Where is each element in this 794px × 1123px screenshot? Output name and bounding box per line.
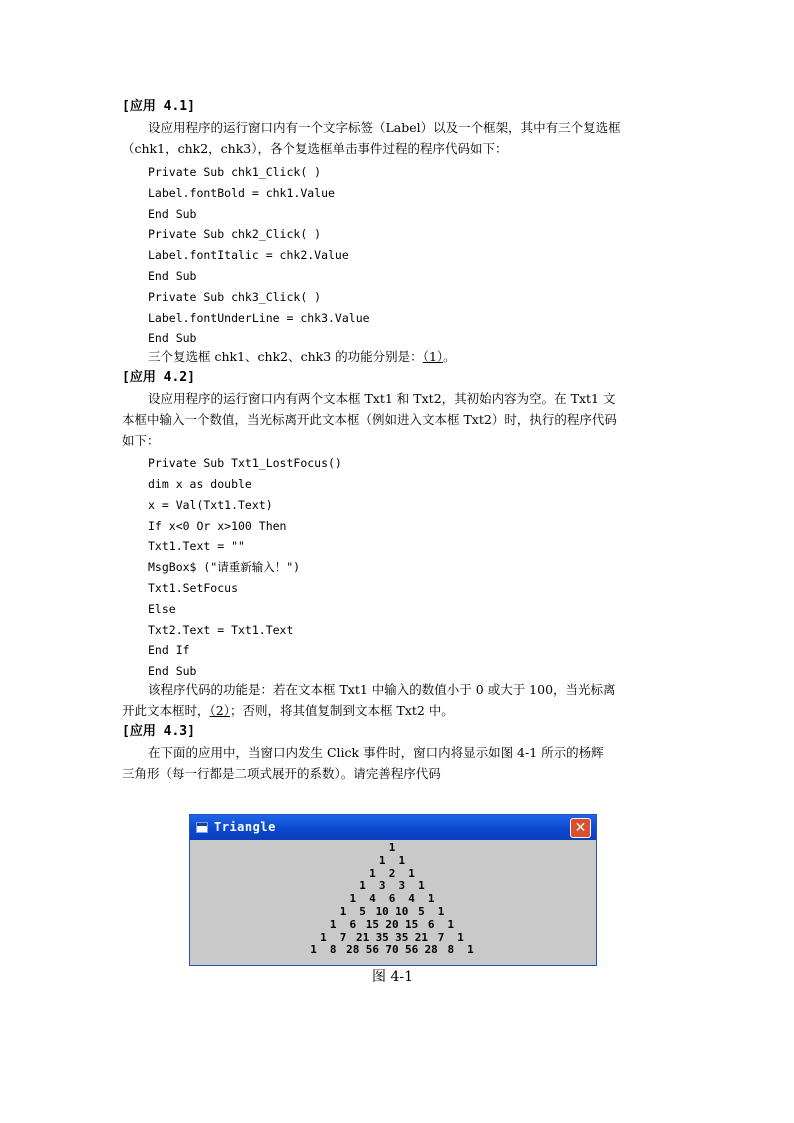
triangle-number: 28 xyxy=(346,943,360,957)
triangle-number: 8 xyxy=(329,943,337,957)
code-line: End Sub xyxy=(148,207,197,221)
window-titlebar[interactable] xyxy=(190,815,596,840)
question-text: 。 xyxy=(443,349,456,364)
triangle-number: 1 xyxy=(427,892,435,906)
triangle-number: 6 xyxy=(349,917,357,931)
answer-blank: （1） xyxy=(422,349,444,364)
triangle-number: 7 xyxy=(339,930,347,944)
triangle-number: 1 xyxy=(310,943,317,957)
triangle-number: 7 xyxy=(437,930,445,944)
code-line: Txt1.Text = "" xyxy=(148,539,245,553)
triangle-number: 1 xyxy=(418,879,425,893)
triangle-number: 1 xyxy=(437,905,445,918)
triangle-number: 35 xyxy=(395,930,409,944)
question-text: 三个复选框 chk1、chk2、chk3 的功能分别是： xyxy=(148,349,423,364)
code-line: Txt1.SetFocus xyxy=(148,581,239,595)
triangle-number: 6 xyxy=(427,917,435,931)
triangle-number: 1 xyxy=(447,917,455,931)
code-line: End Sub xyxy=(148,269,197,283)
triangle-number: 28 xyxy=(424,943,438,957)
code-line: Txt2.Text = Txt1.Text xyxy=(148,623,294,637)
paragraph-line: 本框中输入一个数值，当光标离开此文本框（例如进入文本框 Txt2）时，执行的程序代码 xyxy=(122,412,617,427)
triangle-number: 21 xyxy=(414,930,429,944)
code-line: Private Sub chk2_Click( ) xyxy=(148,227,322,241)
code-line: End Sub xyxy=(148,331,197,345)
triangle-number: 1 xyxy=(349,892,357,906)
question-line: 该程序代码的功能是：若在文本框 Txt1 中输入的数值小于 0 或大于 100，当光标离 xyxy=(148,682,616,697)
code-line: If x<0 Or x>100 Then xyxy=(148,519,287,533)
triangle-number: 1 xyxy=(369,866,376,880)
triangle-number: 4 xyxy=(369,892,376,906)
close-icon: ✕ xyxy=(574,820,587,836)
question-text: ；否则，将其值复制到文本框 Txt2 中。 xyxy=(229,703,454,718)
code-line: Label.fontUnderLine = chk3.Value xyxy=(148,311,370,325)
triangle-number: 35 xyxy=(375,930,389,944)
triangle-number: 1 xyxy=(457,930,464,944)
triangle-number: 5 xyxy=(418,905,425,918)
question-line xyxy=(148,349,456,365)
code-line: x = Val(Txt1.Text) xyxy=(148,498,273,512)
triangle-number: 1 xyxy=(359,879,366,893)
triangle-number: 2 xyxy=(388,866,396,880)
question-text: 开此文本框时， xyxy=(122,703,210,718)
code-line: Label.fontBold = chk1.Value xyxy=(148,186,335,200)
code-line: Private Sub chk1_Click( ) xyxy=(148,165,322,179)
section-heading: [应用 4.3] xyxy=(122,724,195,739)
code-line: Private Sub Txt1_LostFocus() xyxy=(148,456,342,470)
figure-caption: 图 4-1 xyxy=(372,969,413,985)
paragraph-line: 设应用程序的运行窗口内有一个文字标签（Label）以及一个框架，其中有三个复选框 xyxy=(148,120,621,135)
triangle-number: 1 xyxy=(339,905,347,918)
triangle-number: 1 xyxy=(408,866,415,880)
triangle-number: 70 xyxy=(385,943,399,957)
triangle-number: 1 xyxy=(388,841,396,854)
code-line: End Sub xyxy=(148,664,197,678)
code-line: Label.fontItalic = chk2.Value xyxy=(148,248,349,262)
triangle-number: 56 xyxy=(365,943,380,957)
section-heading: [应用 4.1] xyxy=(122,99,195,114)
paragraph-line: （chk1，chk2，chk3），各个复选框单击事件过程的程序代码如下： xyxy=(122,141,508,156)
code-line: dim x as double xyxy=(148,477,252,491)
triangle-number: 20 xyxy=(385,917,399,931)
paragraph-line: 如下： xyxy=(122,433,160,448)
triangle-number: 1 xyxy=(329,917,337,931)
triangle-number: 56 xyxy=(404,943,419,957)
section-heading: [应用 4.2] xyxy=(122,370,195,385)
triangle-number: 15 xyxy=(365,917,380,931)
answer-blank: （2） xyxy=(209,703,230,718)
paragraph-line: 三角形（每一行都是二项式展开的系数）。请完善程序代码 xyxy=(122,766,441,781)
triangle-number: 10 xyxy=(395,905,409,918)
triangle-number: 3 xyxy=(398,879,406,893)
paragraph-line: 设应用程序的运行窗口内有两个文本框 Txt1 和 Txt2，其初始内容为空。在 Txt1 文 xyxy=(148,391,616,406)
window-client-area xyxy=(193,840,593,962)
code-line: End If xyxy=(148,643,190,657)
triangle-number: 10 xyxy=(375,905,389,918)
triangle-number: 15 xyxy=(404,917,419,931)
triangle-number: 5 xyxy=(359,905,366,918)
triangle-window xyxy=(189,814,597,966)
triangle-number: 21 xyxy=(355,930,370,944)
window-title: Triangle xyxy=(214,820,276,834)
triangle-number: 1 xyxy=(378,853,386,867)
triangle-number: 4 xyxy=(408,892,415,906)
triangle-number: 8 xyxy=(447,943,455,957)
question-line xyxy=(122,703,454,719)
triangle-number: 6 xyxy=(388,892,396,906)
code-line: Else xyxy=(148,602,176,616)
code-line: Private Sub chk3_Click( ) xyxy=(148,290,322,304)
paragraph-line: 在下面的应用中，当窗口内发生 Click 事件时，窗口内将显示如图 4-1 所示的杨辉 xyxy=(148,745,604,760)
close-button[interactable] xyxy=(570,818,591,838)
triangle-number: 1 xyxy=(467,943,474,957)
triangle-number: 3 xyxy=(378,879,386,893)
window-app-icon xyxy=(196,822,208,833)
triangle-number: 1 xyxy=(398,853,406,867)
triangle-number: 1 xyxy=(320,930,327,944)
code-line: MsgBox$ ("请重新输入！") xyxy=(148,560,301,574)
